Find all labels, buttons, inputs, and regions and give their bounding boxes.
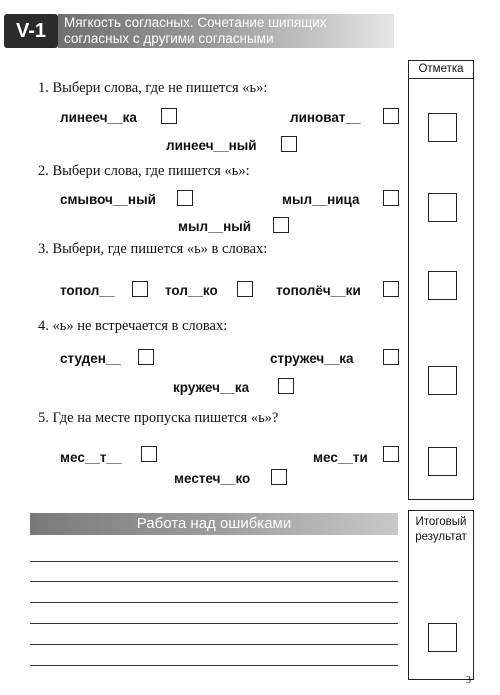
variant-label: V-1	[15, 19, 47, 42]
answer-checkbox[interactable]	[281, 136, 297, 152]
answer-checkbox[interactable]	[383, 281, 399, 297]
answer-checkbox[interactable]	[161, 108, 177, 124]
question-3: 3. Выбери, где пишется «ь» в словах:	[38, 241, 268, 257]
result-label	[409, 515, 473, 545]
mark-box[interactable]	[428, 271, 457, 300]
result-column	[408, 510, 474, 680]
word-option: топол__	[60, 283, 115, 298]
answer-checkbox[interactable]	[141, 446, 157, 462]
word-option: мес__ти	[313, 450, 368, 465]
writing-line[interactable]	[30, 644, 398, 645]
writing-line[interactable]	[30, 561, 398, 562]
title-banner	[58, 14, 394, 48]
writing-line[interactable]	[30, 623, 398, 624]
variant-badge	[4, 14, 58, 48]
word-option: тол__ко	[165, 283, 218, 298]
word-option: местеч__ко	[174, 471, 251, 486]
question-1: 1. Выбери слова, где не пишется «ь»:	[38, 80, 268, 96]
answer-checkbox[interactable]	[383, 190, 399, 206]
word-option: линоват__	[290, 110, 361, 125]
result-label-line-1: Итоговый	[415, 516, 467, 528]
word-option: кружеч__ка	[173, 380, 250, 395]
title-line-1: Мягкость согласных. Сочетание шипящих	[64, 15, 327, 30]
word-option: смывоч__ный	[60, 192, 156, 207]
answer-checkbox[interactable]	[177, 190, 193, 206]
mark-box[interactable]	[428, 447, 457, 476]
word-option: тополёч__ки	[276, 283, 361, 298]
final-result-box[interactable]	[428, 623, 457, 652]
result-label-line-2: результат	[415, 531, 467, 543]
answer-checkbox[interactable]	[383, 349, 399, 365]
page-number: 3	[466, 675, 471, 686]
word-option: стружеч__ка	[270, 351, 354, 366]
answer-checkbox[interactable]	[383, 446, 399, 462]
question-5: 5. Где на месте пропуска пишется «ь»?	[38, 410, 279, 426]
answer-checkbox[interactable]	[132, 281, 148, 297]
mark-column-header: Отметка	[409, 61, 473, 79]
word-option: мыл__ница	[282, 192, 360, 207]
mark-box[interactable]	[428, 366, 457, 395]
answer-checkbox[interactable]	[271, 469, 287, 485]
word-option: линееч__ный	[166, 138, 257, 153]
errors-section-banner	[30, 513, 398, 535]
answer-checkbox[interactable]	[383, 108, 399, 124]
writing-line[interactable]	[30, 665, 398, 666]
mark-box[interactable]	[428, 193, 457, 222]
answer-checkbox[interactable]	[237, 281, 253, 297]
word-option: мес__т__	[60, 450, 122, 465]
question-4: 4. «ь» не встречается в словах:	[38, 318, 228, 334]
question-2: 2. Выбери слова, где пишется «ь»:	[38, 163, 250, 179]
writing-line[interactable]	[30, 581, 398, 582]
mark-column	[408, 60, 474, 500]
errors-section-title: Работа над ошибками	[136, 515, 292, 532]
answer-checkbox[interactable]	[278, 378, 294, 394]
word-option: мыл__ный	[178, 219, 252, 234]
mark-box[interactable]	[428, 113, 457, 142]
answer-checkbox[interactable]	[273, 217, 289, 233]
answer-checkbox[interactable]	[138, 349, 154, 365]
word-option: студен__	[60, 351, 121, 366]
title-line-2: согласных с другими согласными	[64, 31, 274, 46]
writing-line[interactable]	[30, 602, 398, 603]
word-option: линееч__ка	[60, 110, 137, 125]
